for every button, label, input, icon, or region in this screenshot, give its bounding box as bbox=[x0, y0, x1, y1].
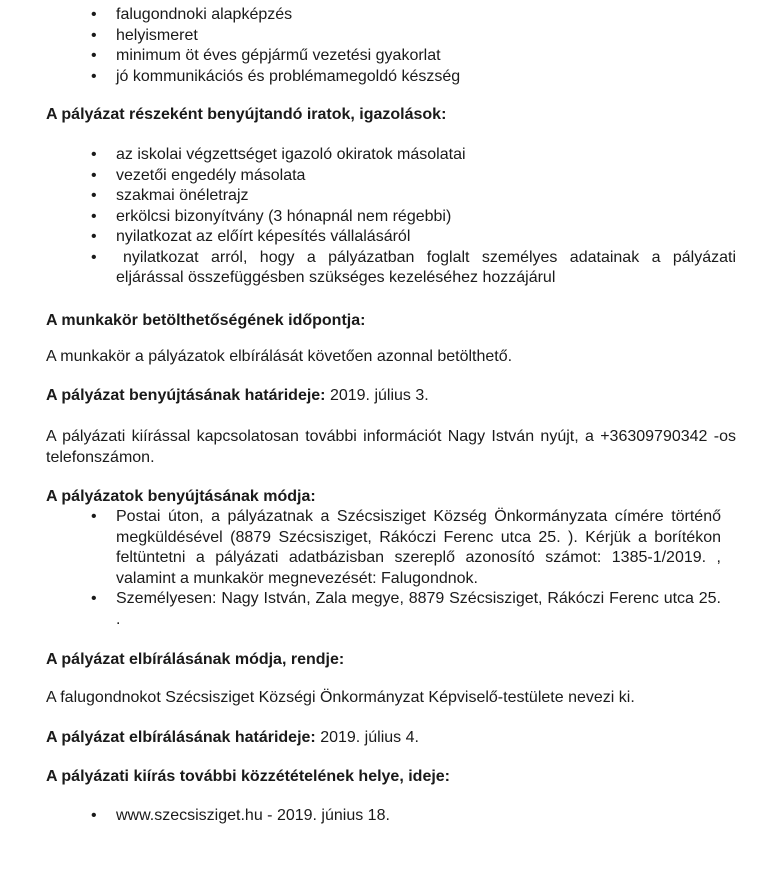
documents-list bbox=[0, 145, 777, 289]
info-text: A pályázati kiírással kapcsolatosan további információt Nagy István nyújt, a +36309790342 -os telefonszámon. bbox=[46, 428, 736, 466]
eval-deadline-line bbox=[46, 728, 736, 749]
submission-list bbox=[0, 507, 777, 630]
list-item: • nyilatkozat az előírt képesítés vállalásáról bbox=[91, 228, 411, 245]
eval-heading: A pályázat elbírálásának módja, rendje: bbox=[46, 651, 345, 668]
list-item: • szakmai önéletrajz bbox=[91, 187, 249, 204]
deadline-value: 2019. július 3. bbox=[325, 387, 429, 404]
list-item: • erkölcsi bizonyítvány (3 hónapnál nem régebbi) bbox=[91, 207, 452, 225]
list-item: • Személyesen: Nagy István, Zala megye, 8879 Szécsisziget, Rákóczi Ferenc utca 25. . bbox=[91, 590, 721, 628]
start-text: A munkakör a pályázatok elbírálását követően azonnal betölthető. bbox=[46, 348, 513, 365]
start-heading: A munkakör betölthetőségének időpontja: bbox=[46, 312, 366, 329]
deadline-line bbox=[46, 386, 736, 407]
requirements-list bbox=[0, 5, 777, 87]
eval-deadline-label: A pályázat elbírálásának határideje: bbox=[46, 729, 316, 746]
list-item: • www.szecsisziget.hu - 2019. június 18. bbox=[91, 807, 390, 824]
publish-list bbox=[0, 806, 777, 827]
list-item: • az iskolai végzettséget igazoló okiratok másolatai bbox=[91, 146, 466, 163]
list-item: • vezetői engedély másolata bbox=[91, 166, 306, 184]
eval-text: A falugondnokot Szécsisziget Községi Önkormányzat Képviselő-testülete nevezi ki. bbox=[46, 689, 635, 706]
list-item: • falugondnoki alapképzés bbox=[91, 6, 293, 23]
docs-heading: A pályázat részeként benyújtandó iratok, igazolások: bbox=[46, 106, 447, 123]
list-item: • minimum öt éves gépjármű vezetési gyakorlat bbox=[91, 47, 441, 64]
submit-heading: A pályázatok benyújtásának módja: bbox=[46, 488, 316, 505]
list-item: • helyismeret bbox=[91, 26, 198, 44]
eval-deadline-value: 2019. július 4. bbox=[315, 729, 419, 746]
deadline-label: A pályázat benyújtásának határideje: bbox=[46, 387, 326, 404]
publish-heading: A pályázati kiírás további közzétételének helye, ideje: bbox=[46, 768, 451, 785]
list-item: • nyilatkozat arról, hogy a pályázatban foglalt személyes adatainak a pályázati eljárással összefüggésben szükséges kezeléséhez hozzájárul bbox=[91, 248, 736, 286]
list-item: • Postai úton, a pályázatnak a Szécsisziget Község Önkormányzata címére történő megküldésével (8879 Szécsisziget, Rákóczi Ferenc utca 25. ). Kérjük a borítékon feltüntetni a pályázati adatbázisban szereplő azonosító számot: 1385-1/2019. , valamint a munkakör megnevezését: Falugondnok. bbox=[91, 508, 721, 587]
list-item: • jó kommunikációs és problémamegoldó készség bbox=[91, 67, 461, 85]
